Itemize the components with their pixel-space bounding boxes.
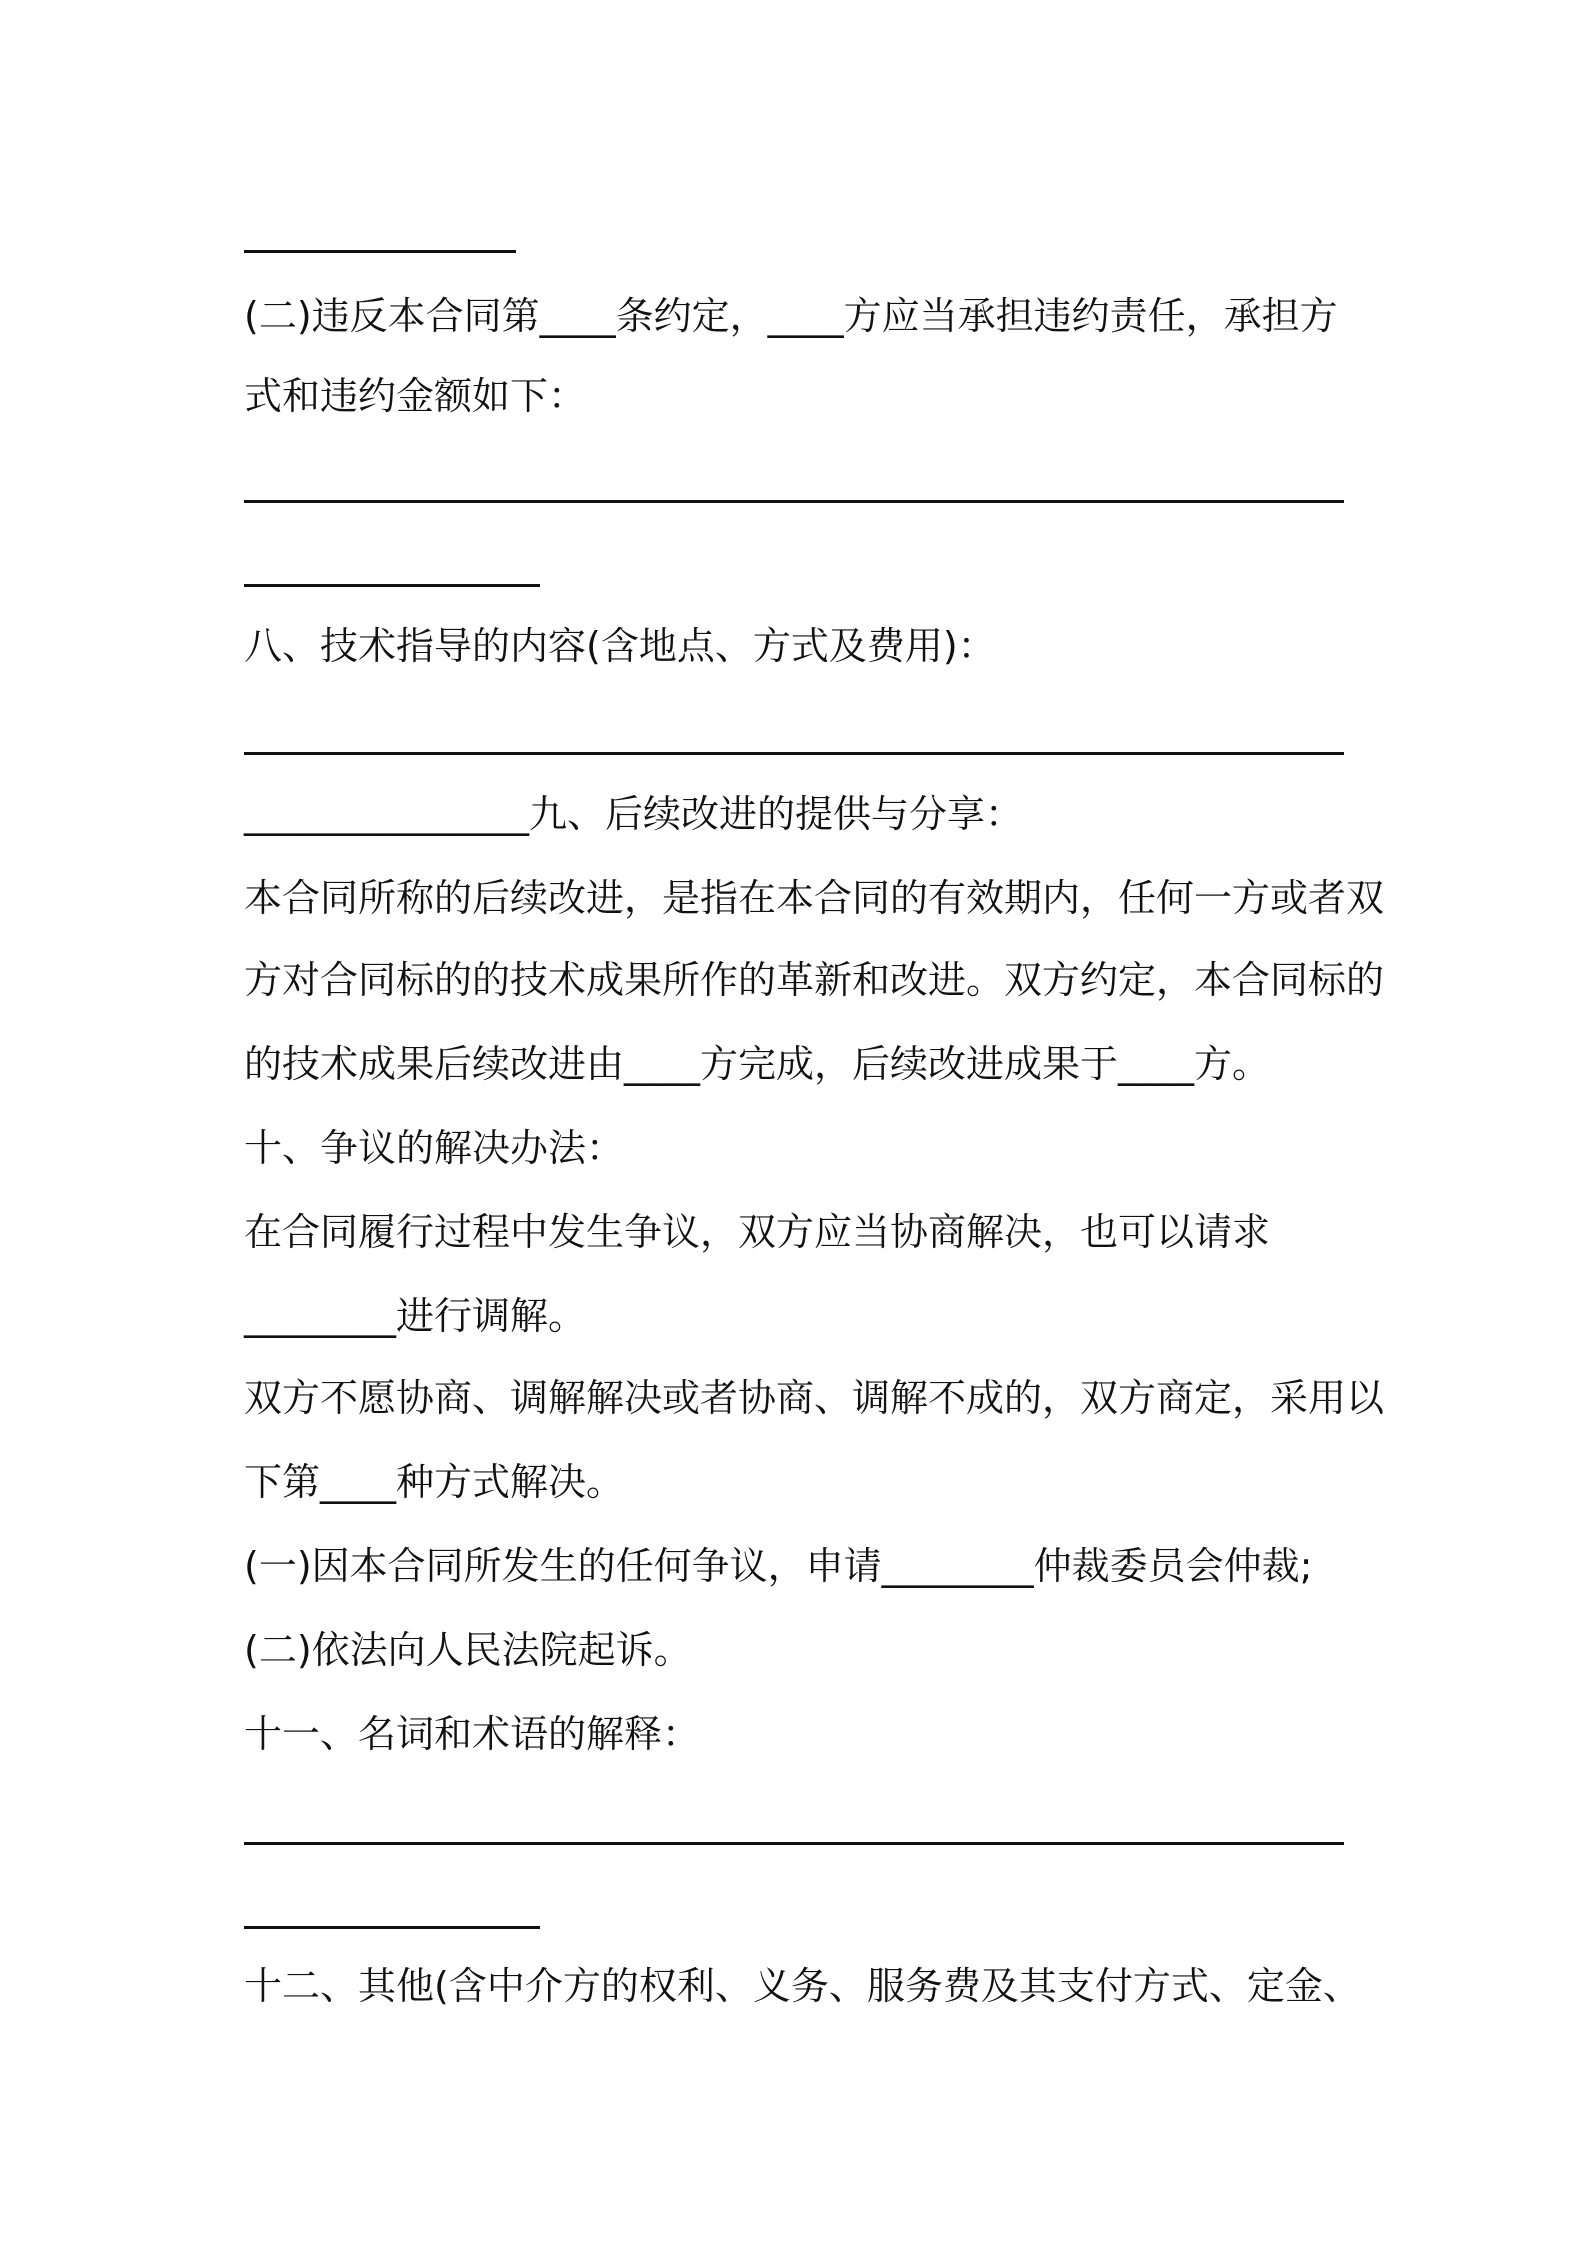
section-8-heading: 八、技术指导的内容(含地点、方式及费用)： — [244, 624, 996, 668]
section-11-heading: 十一、名词和术语的解释： — [244, 1712, 701, 1756]
section-9-heading: _______________九、后续改进的提供与分享： — [244, 792, 1024, 836]
blank-line — [244, 1842, 1344, 1845]
blank-line — [244, 752, 1344, 755]
blank-line — [244, 1926, 540, 1929]
clause-2-breach-cont: 式和违约金额如下： — [244, 374, 587, 418]
blank-line — [244, 500, 1344, 503]
blank-line — [244, 250, 516, 253]
section-10-paragraph-line-2: ________进行调解。 — [244, 1294, 587, 1338]
section-10-option-2: (二)依法向人民法院起诉。 — [244, 1628, 692, 1672]
section-10-paragraph-line-4: 下第____种方式解决。 — [244, 1460, 625, 1504]
section-10-paragraph-line-1: 在合同履行过程中发生争议，双方应当协商解决，也可以请求 — [244, 1210, 1271, 1254]
section-10-heading: 十、争议的解决办法： — [244, 1126, 625, 1170]
section-10-option-1: (一)因本合同所发生的任何争议，申请________仲裁委员会仲裁; — [244, 1544, 1313, 1588]
clause-2-breach: (二)违反本合同第____条约定，____方应当承担违约责任，承担方 — [244, 294, 1338, 338]
section-9-paragraph-line-1: 本合同所称的后续改进，是指在本合同的有效期内，任何一方或者双 — [244, 876, 1385, 920]
section-9-paragraph-line-2: 方对合同标的的技术成果所作的革新和改进。双方约定，本合同标的 — [244, 958, 1385, 1002]
blank-line — [244, 584, 540, 587]
section-9-paragraph-line-3: 的技术成果后续改进由____方完成，后续改进成果于____方。 — [244, 1042, 1271, 1086]
section-12-heading: 十二、其他(含中介方的权利、义务、服务费及其支付方式、定金、 — [244, 1964, 1361, 2008]
section-10-paragraph-line-3: 双方不愿协商、调解解决或者协商、调解不成的，双方商定，采用以 — [244, 1376, 1385, 1420]
